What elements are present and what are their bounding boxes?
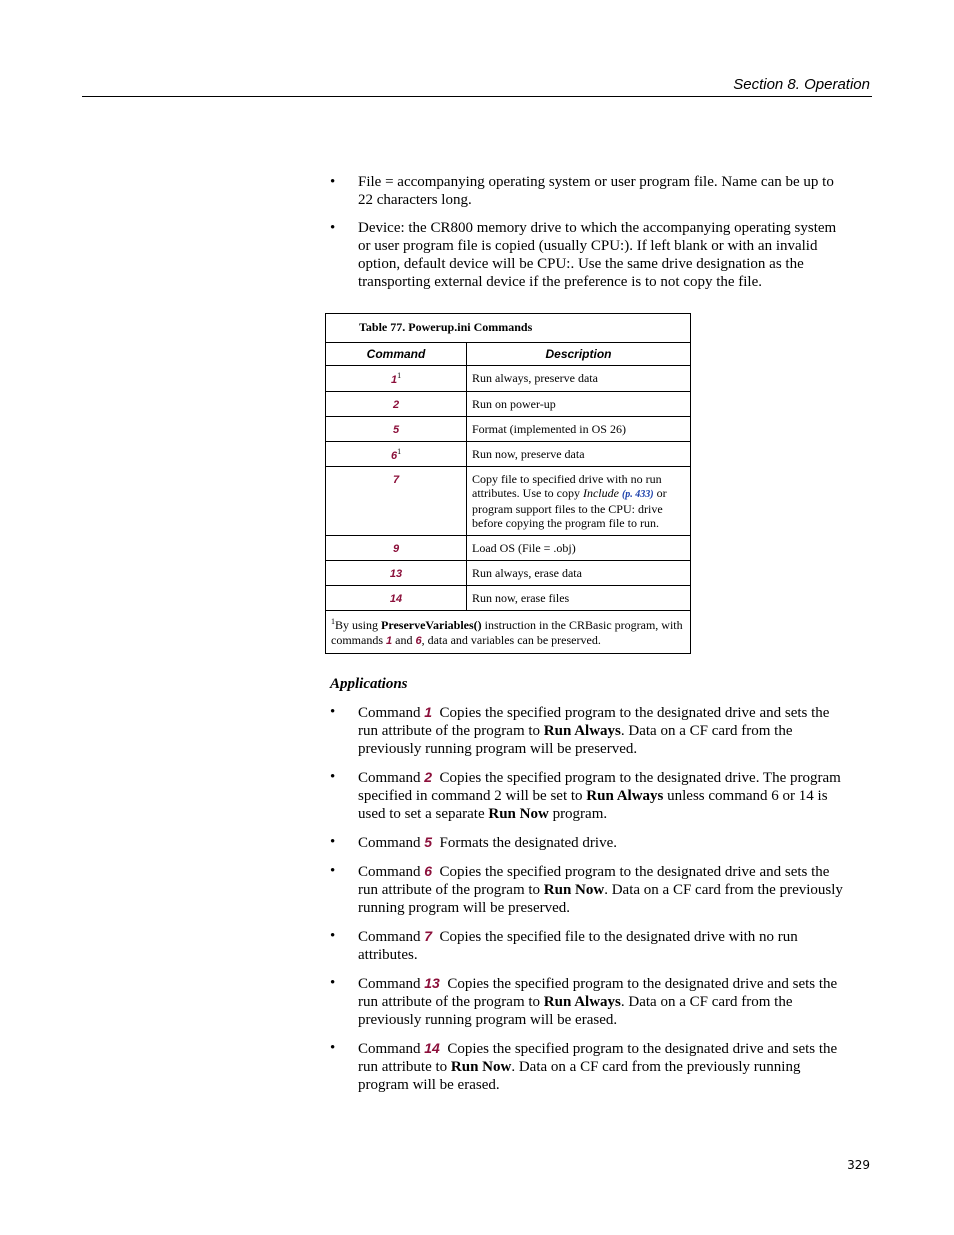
table-row [326,366,691,392]
list-item: • Command 14 Copies the specified program to the designated drive and sets the run attribute to Run Now. Data on a CF card from the previously running program will be erased. [330,1040,838,1093]
list-item: • Device: the CR800 memory drive to which the accompanying operating system or user program file is copied (usually CPU:). If left blank or with an invalid option, default device will be CPU:. Use the same drive designation as the transporting external device if the preference is to not copy the file. [330,220,837,290]
command-number: 1 [390,374,398,386]
command-description: Copy file to specified drive with no run attributes. Use to copy Include (p. 433) or program support files to the CPU: drive before copying the program file to run. [467,467,691,536]
table-row [326,467,691,536]
list-item: • File = accompanying operating system or user program file. Name can be up to 22 characters long. [330,174,834,208]
include-instruction: Include [582,486,619,500]
page-number: 329 [847,1158,870,1172]
table-row [326,417,691,442]
command-number: 13 [424,975,440,991]
list-item: • Command 5 Formats the designated drive. [330,834,618,851]
list-item: • Command 13 Copies the specified program to the designated drive and sets the run attribute of the program to Run Always. Data on a CF card from the previously running program will be erased. [330,975,838,1028]
command-number: 2 [424,769,433,785]
list-item: • Command 7 Copies the specified file to the designated drive with no run attributes. [330,928,798,963]
command-description: Run on power-up [467,392,691,417]
command-number: 1 [424,704,433,720]
applications-heading: Applications [330,676,408,692]
command-number: 1 [386,635,393,647]
table-title: Table 77. Powerup.ini Commands [326,314,691,343]
command-description: Format (implemented in OS 26) [467,417,691,442]
bullet-text: Device: the CR800 memory drive to which the accompanying operating system or user program file is copied (usually CPU:). If left blank or with an invalid option, default device will be CPU:. Use the same drive designation as the transporting external device if the preference is to not copy the file. [358,220,837,290]
list-item: • Command 2 Copies the specified program to the designated drive. The program specified in command 2 will be set to Run Always unless command 6 or 14 is used to set a separate Run Now program. [330,769,841,822]
column-header-description: Description [467,343,691,366]
command-description: Load OS (File = .obj) [467,536,691,561]
command-number: 9 [392,543,400,555]
table-row [326,536,691,561]
command-number: 5 [424,834,433,850]
command-number: 7 [424,928,433,944]
command-number: 14 [424,1040,440,1056]
running-header: Section 8. Operation [733,76,870,93]
top-bullet-list [330,173,850,301]
powerup-commands-table [325,313,691,654]
page-reference-link[interactable]: (p. 433) [621,489,654,500]
bullet-text: File = accompanying operating system or user program file. Name can be up to 22 characters long. [358,174,834,208]
applications-list [330,703,850,1104]
command-number: 14 [389,593,403,605]
column-header-command: Command [326,343,467,366]
command-description: Run now, preserve data [467,442,691,467]
preserve-variables-instruction: PreserveVariables() [381,618,482,632]
table-row [326,561,691,586]
command-number: 6 [424,863,433,879]
footnote-marker: 1 [397,371,402,380]
command-description: Run now, erase files [467,586,691,611]
command-number: 5 [392,424,400,436]
command-description: Run always, preserve data [467,366,691,392]
command-number: 2 [392,399,400,411]
command-description: Run always, erase data [467,561,691,586]
table-row [326,586,691,611]
list-item: • Command 6 Copies the specified program to the designated drive and sets the run attribute of the program to Run Now. Data on a CF card from the previously running program will be preserved. [330,863,843,916]
table-row [326,442,691,467]
footnote-marker: 1 [397,447,402,456]
command-number: 13 [389,568,403,580]
header-rule [82,96,872,97]
table-row [326,392,691,417]
command-number: 7 [392,474,400,486]
table-footnote: $^1$By using PreserveVariables() instruction in the CRBasic program, with commands 1 and 6, data and variables can be preserved. [326,611,691,654]
list-item: • Command 1 Copies the specified program to the designated drive and sets the run attribute of the program to Run Always. Data on a CF card from the previously running program will be preserved. [330,704,830,757]
command-number: 6 [415,635,422,647]
command-number: 6 [390,450,398,462]
